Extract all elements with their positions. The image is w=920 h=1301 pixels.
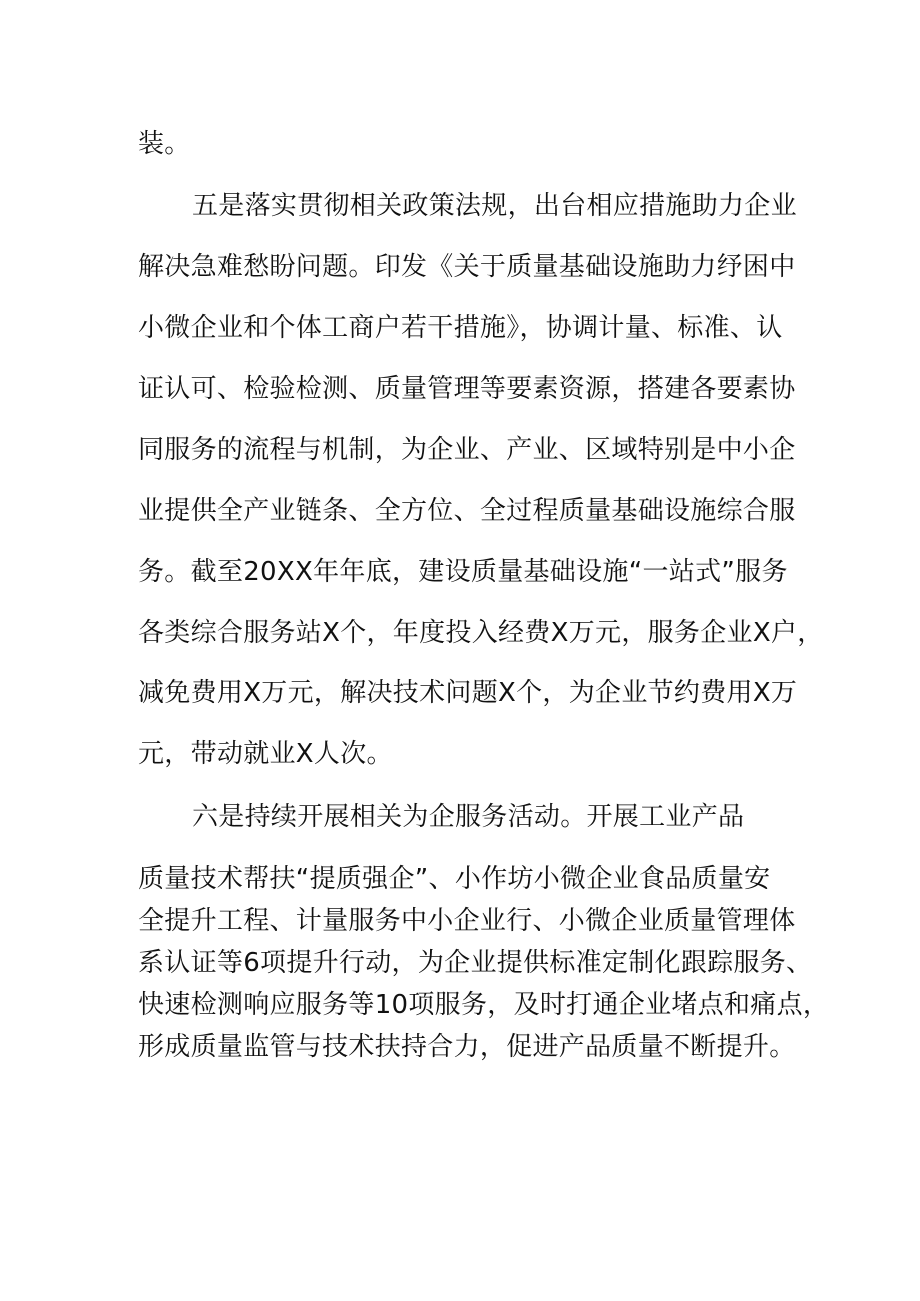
- text-line: 务。截至20XX年年底，建设质量基础设施“一站式”服务: [138, 557, 788, 587]
- text-line: 解决急难愁盼问题。印发《关于质量基础设施助力纾困中: [138, 252, 796, 282]
- text-line: 系认证等6项提升行动，为企业提供标准定制化跟踪服务、: [138, 948, 813, 978]
- text-line: 元，带动就业X人次。: [138, 739, 393, 769]
- paragraph-5-line: 五是落实贯彻相关政策法规，出台相应措施助力企业: [192, 191, 797, 221]
- text-line: 业提供全产业链条、全方位、全过程质量基础设施综合服: [138, 496, 796, 526]
- text-line: 各类综合服务站X个，年度投入经费X万元，服务企业X户，: [138, 618, 824, 648]
- text-line: 质量技术帮扶“提质强企”、小作坊小微企业食品质量安: [138, 864, 771, 894]
- text-line: 同服务的流程与机制，为企业、产业、区域特别是中小企: [138, 435, 796, 465]
- text-line: 证认可、检验检测、质量管理等要素资源，搭建各要素协: [138, 374, 796, 404]
- text-line: 形成质量监管与技术扶持合力，促进产品质量不断提升。: [138, 1032, 796, 1062]
- text-line: 减免费用X万元，解决技术问题X个，为企业节约费用X万: [138, 678, 798, 708]
- paragraph-6-line: 六是持续开展相关为企服务活动。开展工业产品: [192, 802, 745, 832]
- text-line: 装。: [138, 129, 191, 159]
- text-line: 快速检测响应服务等10项服务，及时打通企业堵点和痛点，: [138, 990, 830, 1020]
- text-line: 小微企业和个体工商户若干措施》，协调计量、标准、认: [138, 313, 783, 343]
- text-line: 全提升工程、计量服务中小企业行、小微企业质量管理体: [138, 906, 796, 936]
